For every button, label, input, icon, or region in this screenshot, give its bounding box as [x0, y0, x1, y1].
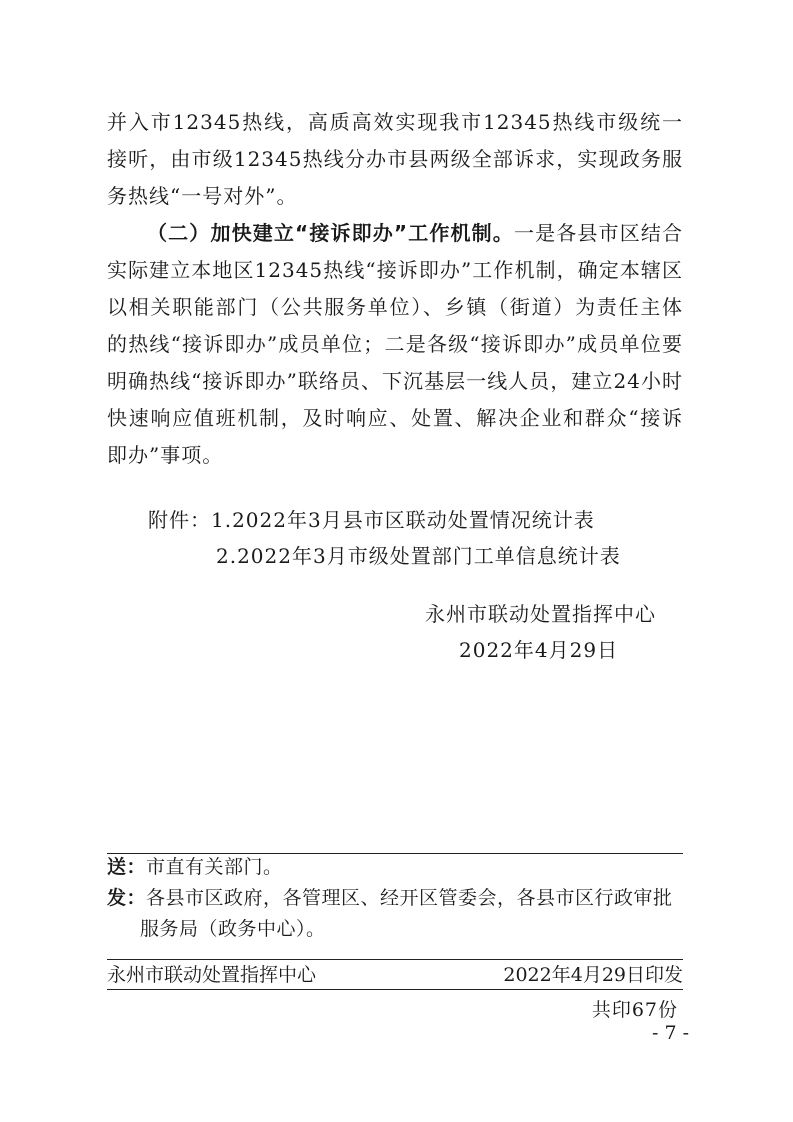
signature-org: 永州市联动处置指挥中心: [425, 602, 656, 626]
issue-text-1: 各县市区政府，各管理区、经开区管委会，各县市区行政审批: [146, 887, 673, 909]
attachment-item-1: 1.2022年3月县市区联动处置情况统计表: [211, 508, 595, 532]
footer-issuer: 永州市联动处置指挥中心: [107, 964, 317, 986]
section-heading: （二）加快建立“接诉即办”工作机制。: [147, 221, 514, 245]
send-text: 市直有关部门。: [146, 856, 283, 878]
paragraph-2-text: 一是各县市区结合实际建立本地区12345热线“接诉即办”工作机制，确定本辖区以相关职能部门（公共服务单位）、乡镇（街道）为责任主体的热线“接诉即办”成员单位；二是各级“接诉即办”成员单位要明确热线“接诉即办”联络员、下沉基层一线人员，建立24小时快速响应值班机制，及时响应、处置、解决企业和群众“接诉即办”事项。: [107, 221, 684, 467]
issue-text-2: 服务局（政务中心）。: [140, 918, 326, 940]
footer-row: [107, 960, 683, 990]
signature-block: [425, 596, 656, 668]
attachments: [148, 502, 621, 574]
signature-date: 2022年4月29日: [459, 638, 619, 662]
body-text: [107, 104, 683, 474]
footer-issue-date: 2022年4月29日印发: [503, 964, 683, 986]
distribution-block: [107, 852, 683, 945]
attachment-line-1: [148, 502, 621, 538]
send-line: [107, 852, 683, 883]
issue-label: 发：: [107, 887, 147, 909]
copies-count: 共印67份: [591, 999, 678, 1021]
issue-line: [107, 883, 683, 914]
send-label: 送：: [107, 856, 147, 878]
attachment-label: 附件：: [148, 508, 211, 532]
paragraph-1: 并入市12345热线，高质高效实现我市12345热线市级统一接听，由市级12345热线分办市县两级全部诉求，实现政务服务热线“一号对外”。: [107, 110, 683, 208]
attachment-item-2: 2.2022年3月市级处置部门工单信息统计表: [216, 544, 621, 568]
divider-bottom: [107, 989, 683, 990]
page-number: - 7 -: [652, 1022, 690, 1044]
paragraph-2: [107, 215, 683, 474]
